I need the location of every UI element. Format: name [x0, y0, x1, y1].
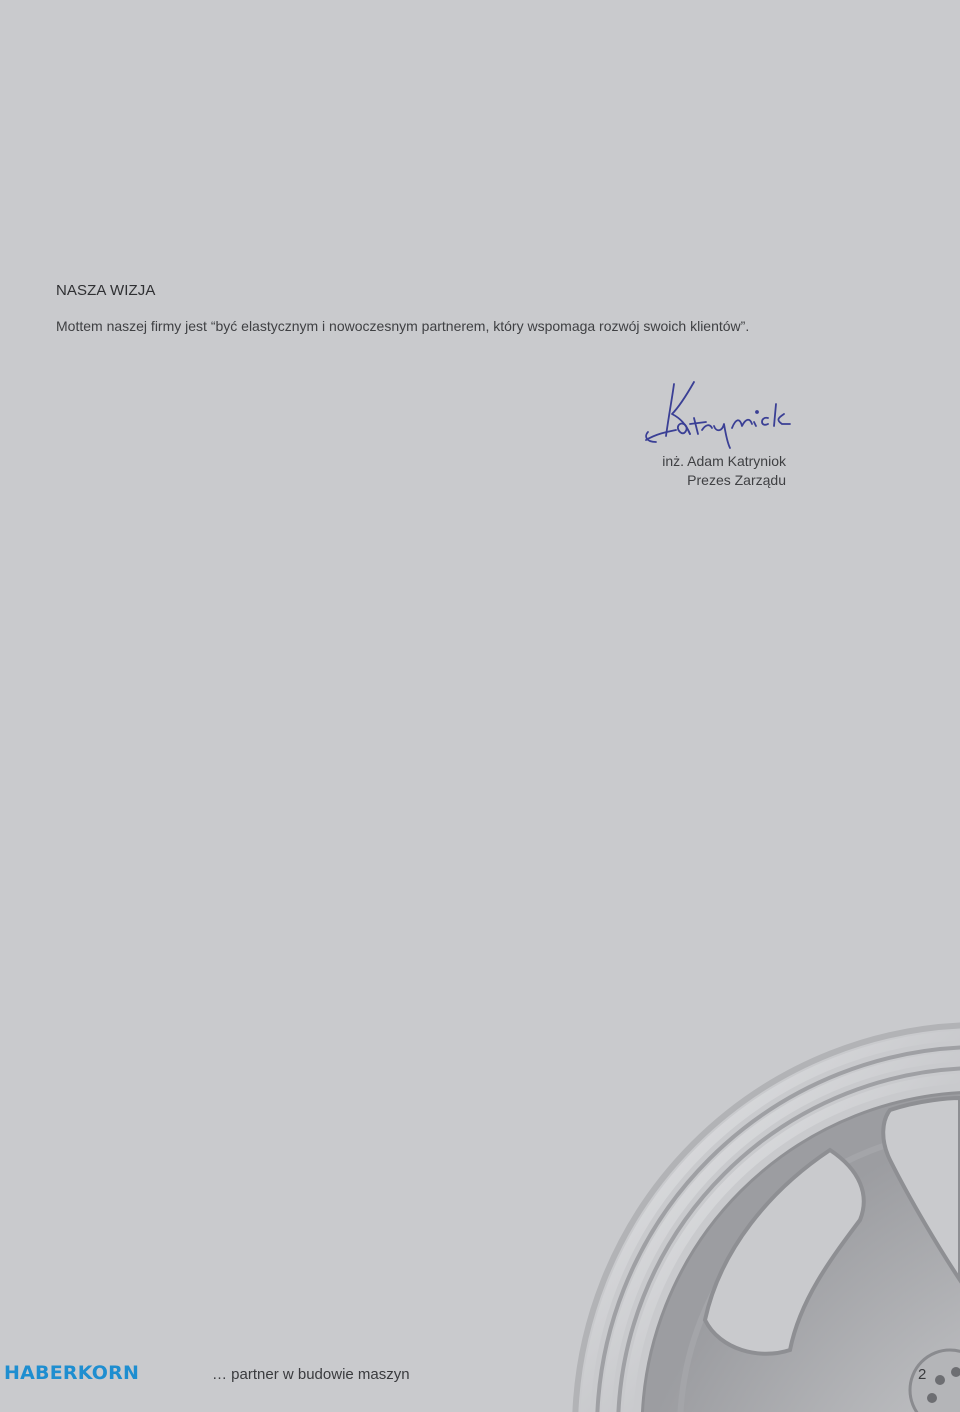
- signer-title: Prezes Zarządu: [687, 472, 786, 488]
- signature-image: [636, 374, 796, 454]
- pulley-wheel-image: [560, 1020, 960, 1412]
- signer-name: inż. Adam Katryniok: [662, 453, 786, 469]
- page-number: 2: [918, 1366, 927, 1383]
- footer-tagline: … partner w budowie maszyn: [212, 1366, 410, 1383]
- signer-block: [662, 452, 786, 490]
- section-heading: NASZA WIZJA: [56, 282, 156, 299]
- motto-text: Mottem naszej firmy jest “być elastycznym i nowoczesnym partnerem, który wspomaga rozwój swoich klientów”.: [56, 318, 750, 334]
- haberkorn-logo: HABERKORN: [4, 1362, 140, 1384]
